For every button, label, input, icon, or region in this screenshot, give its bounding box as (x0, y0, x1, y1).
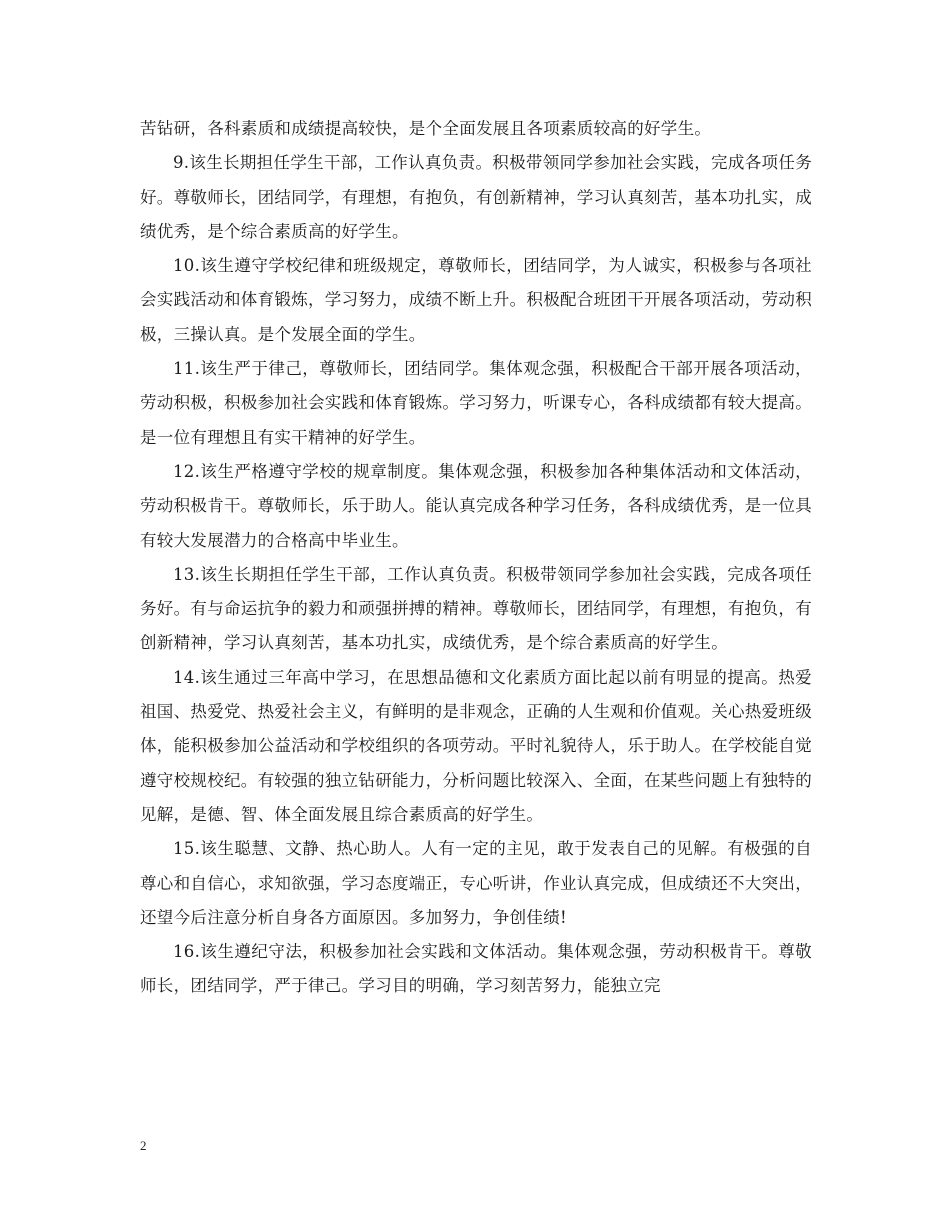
paragraph-item-11: 11.该生严于律己，尊敬师长，团结同学。集体观念强，积极配合干部开展各项活动，劳动积极，积极参加社会实践和体育锻炼。学习努力，听课专心，各科成绩都有较大提高。是一位有理想且有实干精神的好学生。 (140, 359, 812, 447)
page-number: 2 (140, 1138, 147, 1153)
paragraph-item-12: 12.该生严格遵守学校的规章制度。集体观念强，积极参加各种集体活动和文体活动，劳动积极肯干。尊敬师长，乐于助人。能认真完成各种学习任务，各科成绩优秀，是一位具有较大发展潜力的合格高中毕业生。 (140, 461, 812, 550)
paragraph-item-15: 15.该生聪慧、文静、热心助人。人有一定的主见，敢于发表自己的见解。有极强的自尊心和自信心，求知欲强，学习态度端正，专心听讲，作业认真完成，但成绩还不大突出，还望今后注意分析自身各方面原因。多加努力，争创佳绩! (140, 839, 812, 927)
paragraph-item-13: 13.该生长期担任学生干部，工作认真负责。积极带领同学参加社会实践，完成各项任务好。有与命运抗争的毅力和顽强拼搏的精神。尊敬师长，团结同学，有理想，有抱负，有创新精神，学习认真刻苦，基本功扎实，成绩优秀，是个综合素质高的好学生。 (140, 564, 812, 653)
paragraph-item-14: 14.该生通过三年高中学习，在思想品德和文化素质方面比起以前有明显的提高。热爱祖国、热爱党、热爱社会主义，有鲜明的是非观念，正确的人生观和价值观。关心热爱班级体，能积极参加公益活动和学校组织的各项劳动。平时礼貌待人，乐于助人。在学校能自觉遵守校规校纪。有较强的独立钻研能力，分析问题比较深入、全面，在某些问题上有独特的见解，是德、智、体全面发展且综合素质高的好学生。 (140, 667, 812, 824)
document-body (140, 112, 812, 1004)
paragraph-continued: 苦钻研，各科素质和成绩提高较快，是个全面发展且各项素质较高的好学生。 (140, 119, 712, 138)
paragraph-item-9: 9.该生长期担任学生干部，工作认真负责。积极带领同学参加社会实践，完成各项任务好。尊敬师长，团结同学，有理想，有抱负，有创新精神，学习认真刻苦，基本功扎实，成绩优秀，是个综合素质高的好学生。 (140, 153, 812, 241)
paragraph-item-16: 16.该生遵纪守法，积极参加社会实践和文体活动。集体观念强，劳动积极肯干。尊敬师长，团结同学，严于律己。学习目的明确，学习刻苦努力，能独立完 (140, 942, 812, 996)
paragraph-item-10: 10.该生遵守学校纪律和班级规定，尊敬师长，团结同学，为人诚实，积极参与各项社会实践活动和体育锻炼，学习努力，成绩不断上升。积极配合班团干开展各项活动，劳动积极，三操认真。是个发展全面的学生。 (140, 256, 812, 344)
